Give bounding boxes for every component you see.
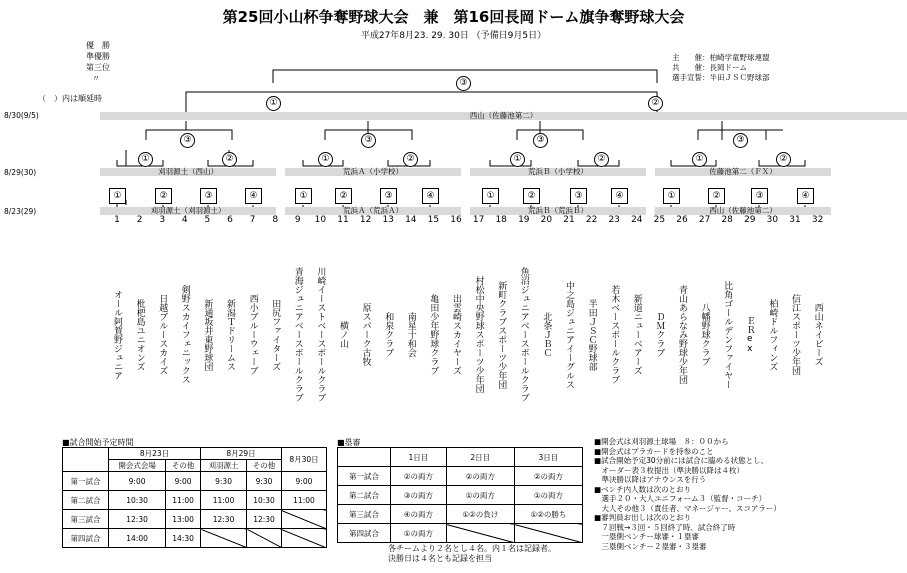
second-marker-1: ① <box>138 152 153 167</box>
team-30 <box>764 215 780 442</box>
umpire-row <box>338 486 583 505</box>
schedule-row-label: 第四試合 <box>63 529 109 548</box>
team-number: 9 <box>294 215 301 225</box>
team-number: 13 <box>382 215 394 225</box>
team-number: 29 <box>744 215 756 225</box>
team-number: 27 <box>698 215 711 225</box>
team-number: 26 <box>676 215 688 225</box>
team-1 <box>109 215 125 442</box>
team-name: ＥＲex <box>744 315 755 354</box>
team-name: 横ノ山 <box>338 321 348 348</box>
team-name: 青海ジュニアベースボールクラブ <box>292 267 303 402</box>
schedule-row-label: 第三試合 <box>63 510 109 529</box>
note-line: ７回戦→３回・５回終了時、試合終了時 <box>594 522 736 532</box>
team-number: 14 <box>405 215 417 225</box>
schedule-row-label: 第二試合 <box>63 491 109 510</box>
medal-winner: 優 勝 <box>86 41 110 50</box>
umpire-cell: ③の両方 <box>391 486 447 505</box>
first-round-marker-16: ④ <box>797 188 814 204</box>
schedule-cell: 13:00 <box>166 510 201 529</box>
umpire-row-label: 第二試合 <box>338 486 391 505</box>
team-8 <box>267 215 283 442</box>
team-name: 柏崎ドルフィンズ <box>767 298 778 371</box>
team-number: 12 <box>359 215 372 225</box>
team-18 <box>493 215 509 442</box>
team-name: 和泉クラブ <box>383 312 394 357</box>
umpire-cell: ①②の負け <box>446 505 514 524</box>
umpire-row <box>338 524 583 543</box>
team-number: 31 <box>789 215 801 225</box>
team-number: 25 <box>653 215 666 225</box>
team-name: 剣野スカイフェニックス <box>179 285 190 384</box>
team-12 <box>358 215 374 442</box>
umpire-row <box>338 467 583 486</box>
first-round-marker-1: ① <box>109 188 126 204</box>
first-round-marker-6: ② <box>335 188 352 204</box>
team-21 <box>561 215 577 442</box>
team-name: 魚沼ジュニアベースボールクラブ <box>518 267 529 402</box>
schedule-cell: 12:30 <box>201 510 247 529</box>
team-5 <box>199 215 215 442</box>
team-number: 28 <box>721 215 733 225</box>
first-round-marker-8: ④ <box>422 188 439 204</box>
first-round-marker-10: ② <box>523 188 540 204</box>
note-line: 三塁側ベンチー２塁審・３塁審 <box>594 541 707 551</box>
quarter-marker-3: ③ <box>533 133 548 148</box>
schedule-cell: 9:00 <box>166 472 201 491</box>
semi-venue-2: 荒浜Ａ（小学校） <box>285 168 461 176</box>
team-number: 19 <box>518 215 530 225</box>
umpire-cell: ②の両方 <box>514 467 582 486</box>
first-round-marker-5: ① <box>295 188 312 204</box>
team-name: 中之島ジュニアイーグルス <box>564 280 574 389</box>
team-7 <box>245 215 261 442</box>
schedule-cell: 9:30 <box>201 472 247 491</box>
first-round-marker-13: ① <box>663 188 680 204</box>
schedule-cell: 11:00 <box>281 491 326 510</box>
organizer-host: 主 催：柏崎学童野球連盟 <box>672 53 770 62</box>
quarter-marker-2: ③ <box>361 133 376 148</box>
schedule-sub-2: その他 <box>166 460 201 472</box>
umpire-day1: 1日目 <box>391 448 447 467</box>
team-4 <box>177 215 193 442</box>
team-26 <box>674 215 690 442</box>
second-marker-5: ① <box>510 152 525 167</box>
first-round-marker-3: ③ <box>200 188 217 204</box>
team-number: 10 <box>314 215 327 225</box>
first-round-marker-7: ③ <box>380 188 397 204</box>
schedule-table <box>62 447 327 548</box>
schedule-cell: 10:30 <box>109 491 166 510</box>
team-15 <box>425 215 441 442</box>
note-line: ■開会式はプラカードを持参のこと <box>594 446 714 456</box>
note-line: ■審判員お出しは次のとおり <box>594 513 692 522</box>
notes <box>594 437 781 551</box>
first-venue-1: 刈羽源土（刈羽源土） <box>100 207 276 215</box>
team-24 <box>629 215 645 442</box>
schedule-day2: 8月29日 <box>201 448 282 460</box>
medal-third-2: 〃 <box>92 74 100 83</box>
umpire-cell: ①の両方 <box>391 524 447 543</box>
first-round-marker-9: ① <box>482 188 499 204</box>
team-23 <box>606 215 622 442</box>
team-name: 若木ベースボールクラブ <box>609 285 620 384</box>
team-3 <box>154 215 170 442</box>
umpire-cell: ①の両方 <box>446 486 514 505</box>
team-name: オール阿賀野ジュニア <box>112 289 122 380</box>
team-name: 西小ブルーウェーブ <box>247 294 258 375</box>
schedule-cell: 12:30 <box>247 510 282 529</box>
umpire-cell: ②の両方 <box>446 467 514 486</box>
date-aug30: 8/30(9/5) <box>4 111 39 120</box>
team-name: 新潟Ｔドリームス <box>225 298 235 371</box>
umpire-footnote-2: 決勝日は４名とも記録を担当 <box>388 554 492 563</box>
umpire-cell: ①の両方 <box>514 486 582 505</box>
umpire-table <box>337 447 583 543</box>
team-name: 南星十和会 <box>405 312 416 357</box>
second-marker-7: ① <box>692 152 707 167</box>
note-line: 大人その他３（責任者、マネージャー、スコアラー） <box>594 503 781 513</box>
schedule-cell: 11:00 <box>166 491 201 510</box>
team-name: 日越ブルースカイズ <box>157 294 168 375</box>
team-number: 4 <box>181 215 188 225</box>
team-name: 枇杷島ユニオンズ <box>134 298 145 371</box>
schedule-cell <box>247 529 282 548</box>
semifinal-marker-1: ① <box>266 96 281 111</box>
schedule-cell <box>281 529 326 548</box>
first-venue-3: 荒浜Ｂ（荒浜Ｂ） <box>470 207 646 215</box>
team-number: 22 <box>585 215 598 225</box>
team-6 <box>222 215 238 442</box>
umpire-cell <box>446 524 514 543</box>
schedule-cell: 9:00 <box>281 472 326 491</box>
schedule-cell: 9:30 <box>247 472 282 491</box>
schedule-sub-1: 開会式会場 <box>109 460 166 472</box>
semifinal-marker-2: ② <box>648 96 663 111</box>
first-round-marker-14: ② <box>708 188 725 204</box>
second-marker-8: ② <box>776 152 791 167</box>
date-aug23: 8/23(29) <box>4 207 37 216</box>
quarter-marker-1: ③ <box>180 133 195 148</box>
team-name: 半田ＪＳＣ野球部 <box>586 298 597 371</box>
team-name: 原スパーク古牧 <box>360 303 371 366</box>
schedule-day3: 8月30日 <box>281 448 326 472</box>
umpire-cell <box>514 524 582 543</box>
second-marker-2: ② <box>222 152 237 167</box>
note-line: ■試合開始予定30分前には試合に臨める状態とし、 <box>594 456 769 465</box>
note-line: 一塁側ベンチー球審・１塁審 <box>594 532 699 541</box>
team-name: 新道ニューベアーズ <box>631 294 642 375</box>
team-number: 11 <box>337 215 349 225</box>
team-name: 川崎イーストベースボールクラブ <box>315 267 326 402</box>
schedule-cell: 10:30 <box>247 491 282 510</box>
team-number: 8 <box>272 215 279 225</box>
schedule-heading: ■試合開始予定時間 <box>62 438 134 447</box>
final-venue-band: 西山（佐藤池第二） <box>100 112 907 120</box>
umpire-row-label: 第三試合 <box>338 505 391 524</box>
schedule-cell: 12:30 <box>109 510 166 529</box>
team-name: 西山ネイビーズ <box>812 303 823 366</box>
umpire-row-label: 第四試合 <box>338 524 391 543</box>
team-11 <box>335 215 351 442</box>
schedule-cell: 9:00 <box>109 472 166 491</box>
team-2 <box>132 215 148 442</box>
first-round-marker-4: ④ <box>245 188 262 204</box>
team-31 <box>787 215 803 442</box>
team-27 <box>697 215 713 442</box>
team-number: 20 <box>540 215 553 225</box>
team-name: 田尻ファイターズ <box>270 298 281 371</box>
second-marker-3: ① <box>318 152 333 167</box>
final-match-marker: ③ <box>456 76 471 91</box>
team-19 <box>516 215 532 442</box>
schedule-day1: 8月23日 <box>109 448 201 460</box>
schedule-sub-3: 刈羽源土 <box>201 460 247 472</box>
team-10 <box>312 215 328 442</box>
medal-runner-up: 準優勝 <box>86 52 110 61</box>
first-round-marker-11: ③ <box>570 188 587 204</box>
schedule-row <box>63 472 327 491</box>
schedule-row <box>63 510 327 529</box>
umpire-row-label: 第一試合 <box>338 467 391 486</box>
team-9 <box>290 215 306 442</box>
schedule-cell: 11:00 <box>201 491 247 510</box>
team-number: 7 <box>249 215 256 225</box>
team-16 <box>448 215 464 442</box>
team-number: 6 <box>227 215 233 225</box>
team-name: 新通坂井東野球団 <box>202 298 213 371</box>
team-name: 出雲崎スカイヤーズ <box>451 294 461 375</box>
date-aug29: 8/29(30) <box>4 168 37 177</box>
umpire-cell: ④の両方 <box>391 505 447 524</box>
first-venue-4: 西山（佐藤池第二） <box>655 207 831 215</box>
team-name: ＤＭクラブ <box>654 312 665 357</box>
team-number: 17 <box>472 215 485 225</box>
semi-venue-1: 刈羽源土（西山） <box>100 168 276 176</box>
umpire-cell: ②の両方 <box>391 467 447 486</box>
first-round-marker-15: ③ <box>751 188 768 204</box>
team-number: 24 <box>631 215 643 225</box>
team-number: 32 <box>811 215 824 225</box>
page-subtitle: 平成27年8月23. 29. 30日 （予備日9月5日） <box>360 31 547 41</box>
team-number: 23 <box>608 215 620 225</box>
team-number: 15 <box>427 215 440 225</box>
schedule-cell: 14:30 <box>166 529 201 548</box>
schedule-cell: 14:00 <box>109 529 166 548</box>
team-name: 新町クラブスポーツ少年団 <box>496 280 507 389</box>
umpire-corner <box>338 448 391 467</box>
team-number: 30 <box>766 215 779 225</box>
team-13 <box>380 215 396 442</box>
team-number: 21 <box>563 215 575 225</box>
umpire-heading: ■塁審 <box>337 438 361 447</box>
team-number: 18 <box>495 215 507 225</box>
team-name: 北条ＪＢＣ <box>541 312 552 357</box>
schedule-cell <box>281 510 326 529</box>
team-name: 信江スポーツ少年団 <box>790 294 800 375</box>
first-venue-2: 荒浜Ａ（荒浜Ａ） <box>285 207 461 215</box>
team-name: 八幡野球クラブ <box>699 303 710 366</box>
team-number: 3 <box>159 215 166 225</box>
schedule-corner <box>63 448 109 472</box>
umpire-row <box>338 505 583 524</box>
team-name: 亀田少年野球クラブ <box>428 294 439 375</box>
umpire-cell: ①②の勝ち <box>514 505 582 524</box>
first-round-marker-12: ④ <box>611 188 628 204</box>
semi-venue-3: 荒浜Ｂ（小学校） <box>470 168 646 176</box>
quarter-marker-4: ③ <box>733 133 748 148</box>
semi-venue-4: 佐藤池第二（ＦＸ） <box>655 168 831 176</box>
team-28 <box>719 215 735 442</box>
note-line: ■ベンチ内人数は次のとおり <box>594 484 692 494</box>
team-17 <box>471 215 487 442</box>
organizer-oath: 選手宣誓：半田ＪＳＣ野球部 <box>672 73 770 82</box>
umpire-footnote-1: 各チームより２名とし４名。内１名は記録者。 <box>388 544 556 553</box>
team-14 <box>403 215 419 442</box>
team-32 <box>810 215 826 442</box>
schedule-sub-4: その他 <box>247 460 282 472</box>
second-marker-6: ② <box>594 152 609 167</box>
note-line: オーダー表３枚提出（準決勝以降は４枚） <box>594 465 744 475</box>
team-number: 1 <box>114 215 120 225</box>
organizer-cohost: 共 催：長岡ドーム <box>672 63 747 72</box>
schedule-row-label: 第一試合 <box>63 472 109 491</box>
team-number: 5 <box>204 215 211 225</box>
note-line: ■開会式は刈羽源土球場 ８：００から <box>594 437 729 446</box>
team-25 <box>651 215 667 442</box>
team-name: 青山あらなみ野球少年団 <box>677 285 687 384</box>
page-title: 第25回小山杯争奪野球大会 兼 第16回長岡ドーム旗争奪野球大会 <box>222 8 685 26</box>
first-round-marker-2: ② <box>155 188 172 204</box>
team-number: 16 <box>450 215 462 225</box>
team-20 <box>538 215 554 442</box>
schedule-cell <box>201 529 247 548</box>
note-line: 準決勝以降はアナウンスを行う <box>594 475 707 484</box>
team-name: 比角ゴールデンファイヤー <box>722 280 733 389</box>
umpire-day2: 2日目 <box>446 448 514 467</box>
medal-third: 第三位 <box>86 63 110 72</box>
schedule-row <box>63 529 327 548</box>
team-29 <box>742 215 758 442</box>
schedule-row <box>63 491 327 510</box>
umpire-day3: 3日目 <box>514 448 582 467</box>
team-number: 2 <box>136 215 143 225</box>
team-22 <box>584 215 600 442</box>
note-line: 選手２０・大人ユニフォーム３（監督・コーチ） <box>594 494 767 503</box>
extension-note: （ ）内は順延時 <box>38 94 102 103</box>
team-name: 村松中央野球スポーツ少年団 <box>473 276 484 393</box>
second-marker-4: ② <box>403 152 418 167</box>
